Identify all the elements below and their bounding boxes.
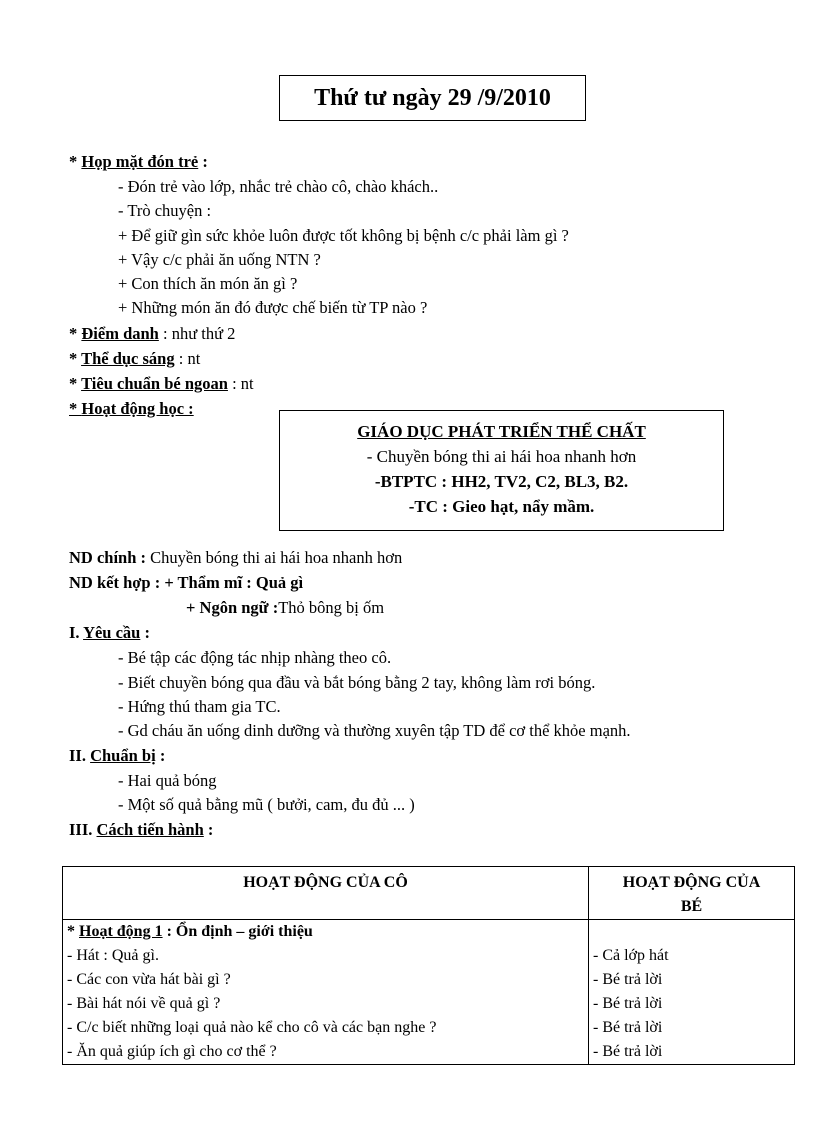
topic-heading: GIÁO DỤC PHÁT TRIỂN THỂ CHẤT [357,422,646,441]
nd-ket-hop-value: Quả gì [255,573,304,592]
hop-mat-item: + Vậy c/c phải ăn uống NTN ? [118,250,321,269]
hoat-dong-hoc-label: Hoạt động học : [81,399,194,418]
nd-chinh [69,547,402,569]
nd-chinh-value: Chuyền bóng thi ai hái hoa nhanh hơn [146,548,403,567]
co-row: - Hát : Quả gì. [67,947,159,964]
hop-mat-item: + Để giữ gìn sức khỏe luôn được tốt không bị bệnh c/c phải làm gì ? [118,226,569,245]
co-row: - Các con vừa hát bài gì ? [67,971,231,988]
yeu-cau-item: - Biết chuyền bóng qua đầu và bắt bóng bằng 2 tay, không làm rơi bóng. [118,673,596,692]
be-row: - Cả lớp hát [593,947,669,964]
table-row [63,920,795,1065]
topic-line: -BTPTC : HH2, TV2, C2, BL3, B2. [374,472,629,491]
the-duc-value: : nt [174,349,201,368]
co-activities [63,920,589,1065]
co-row: - Ăn quả giúp ích gì cho cơ thể ? [67,1043,277,1060]
nd-ket-hop-label: ND kết hợp : [69,573,161,592]
be-row: - Bé trả lời [593,1043,663,1060]
section-tieu-chuan: * Tiêu chuẩn bé ngoan : nt [69,374,254,393]
section-hoat-dong-hoc: * Hoạt động học : [69,399,194,418]
co-row: - C/c biết những loại quả nào kể cho cô và các bạn nghe ? [67,1019,437,1036]
section-number: III. [69,820,93,839]
hop-mat-item: - Đón trẻ vào lớp, nhắc trẻ chào cô, chào khách.. [118,177,439,196]
section-hop-mat: * Họp mặt đón trẻ : [69,152,208,171]
hop-mat-item: + Những món ăn đó được chế biến từ TP nào ? [118,298,428,317]
cach-tien-hanh-label: Cách tiến hành [96,820,204,839]
yeu-cau-item: - Gd cháu ăn uống dinh dưỡng và thường xuyên tập TD để cơ thể khỏe mạnh. [118,721,631,740]
activity-title: : Ổn định – giới thiệu [162,923,313,940]
header-be-line: HOẠT ĐỘNG CỦA [622,874,761,891]
section-diem-danh: * Điểm danh : như thứ 2 [69,324,236,343]
header-be-line: BÉ [680,898,703,915]
chuan-bi-label: Chuẩn bị [90,746,156,765]
nd-ket-hop-prefix: + Ngôn ngữ : [186,598,279,617]
tieu-chuan-label: Tiêu chuẩn bé ngoan [81,374,228,393]
nd-ket-hop-2 [186,597,384,619]
activity-heading: * Hoạt động 1 : Ổn định – giới thiệu [67,923,313,940]
page-title [279,75,586,121]
be-activities [589,920,795,1065]
activity-label: Hoạt động 1 [79,923,163,940]
be-row: - Bé trả lời [593,1019,663,1036]
yeu-cau-item: - Bé tập các động tác nhịp nhàng theo cô. [118,648,392,667]
header-be [589,867,795,920]
topic-line: -TC : Gieo hạt, nẩy mầm. [408,497,595,516]
section-number: II. [69,746,86,765]
section-cach-tien-hanh [69,819,213,841]
hop-mat-item: - Trò chuyện : [118,201,212,220]
activity-table [62,866,795,1065]
header-co: HOẠT ĐỘNG CỦA CÔ [63,867,589,920]
cach-tien-hanh-suffix: : [203,820,214,839]
be-row: - Bé trả lời [593,995,663,1012]
nd-ket-hop [69,572,303,594]
co-row: - Bài hát nói về quả gì ? [67,995,221,1012]
section-number: I. [69,623,80,642]
section-the-duc: * Thể dục sáng : nt [69,349,201,368]
topic-line: - Chuyền bóng thi ai hái hoa nhanh hơn [366,447,637,466]
be-row: - Bé trả lời [593,971,663,988]
hop-mat-label: Họp mặt đón trẻ [81,152,199,171]
tieu-chuan-value: : nt [227,374,254,393]
chuan-bi-suffix: : [155,746,166,765]
chuan-bi-item: - Một số quả bằng mũ ( bưởi, cam, đu đủ ... ) [118,795,415,814]
section-chuan-bi [69,745,165,767]
table-header-row [63,867,795,920]
topic-box [279,410,724,531]
chuan-bi-item: - Hai quả bóng [118,771,217,790]
hop-mat-suffix: : [198,152,208,171]
diem-danh-value: : như thứ 2 [158,324,236,343]
diem-danh-label: Điểm danh [81,324,159,343]
nd-chinh-label: ND chính : [69,548,147,567]
yeu-cau-label: Yêu cầu [83,623,141,642]
nd-ket-hop-value: Thỏ bông bị ốm [278,598,385,617]
title-text: Thứ tư ngày 29 /9/2010 [314,84,551,111]
yeu-cau-item: - Hứng thú tham gia TC. [118,697,281,716]
nd-ket-hop-prefix: + Thẩm mĩ : [160,573,256,592]
hop-mat-item: + Con thích ăn món ăn gì ? [118,274,298,293]
yeu-cau-suffix: : [140,623,150,642]
section-yeu-cau [69,622,150,644]
the-duc-label: Thể dục sáng [81,349,175,368]
